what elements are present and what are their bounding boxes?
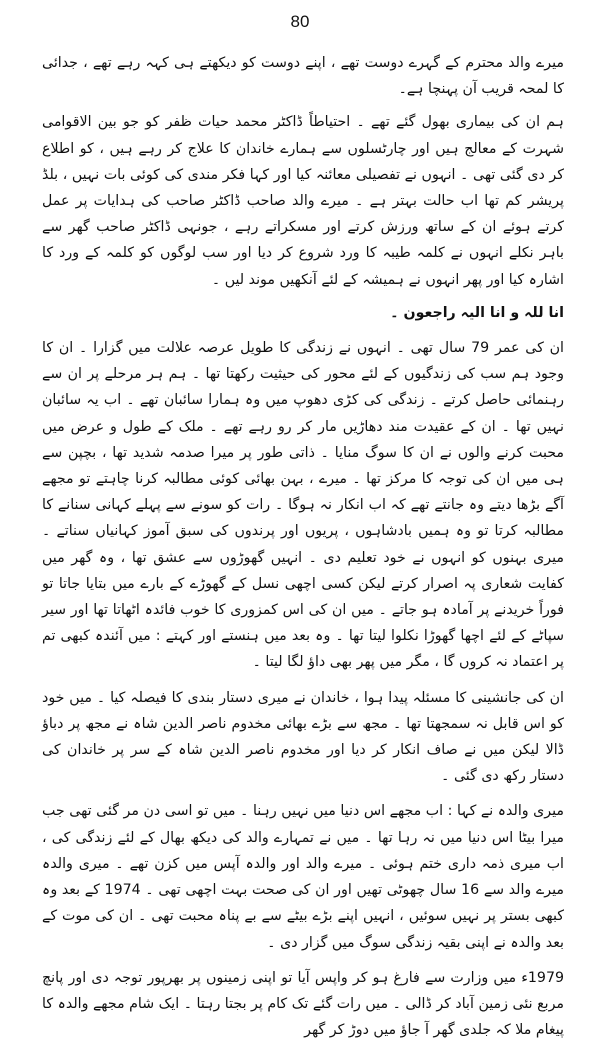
paragraph-1: میرے والد محترم کے گہرے دوست تھے ، اپنے دوست کو دیکھتے ہی کہہ رہے تھے ، جدائی کا لمحہ قریب آن پہنچا ہے۔ bbox=[42, 55, 564, 98]
page-body bbox=[42, 50, 564, 1052]
paragraph-4: ان کی عمر 79 سال تھی ۔ انہوں نے زندگی کا طویل عرصہ علالت میں گزارا ۔ ان کا وجود ہم سب کی زندگیوں کے لئے محور کی حیثیت رکھتا تھا ۔ ہم ہر مرحلے پر ان سے رہنمائی حاصل کرتے ۔ زندگی کی کڑی دھوپ میں وہ ہمارا سائبان تھے ۔ اب یہ سائبان نہیں تھا ۔ ان کے عقیدت مند دھاڑیں مار کر رو رہے تھے ۔ ملک کے طول و عرض میں محبت کرنے والوں نے ان کا سوگ منایا ۔ ذاتی طور پر میرا صدمہ شدید تھا ، بچپن سے ہی میں ان کی توجہ کا مرکز تھا ۔ میرے ، بہن بھائی کوئی مطالبہ کرنا چاہتے تو مجھے آگے بڑھا دیتے وہ جانتے تھے کہ اب انکار نہ ہوگا ۔ رات کو سونے سے پہلے کہانی سنانے کا مطالبہ کرتا تو وہ ہمیں بادشاہوں ، پریوں اور پرندوں کی سبق آموز کہانیاں سناتے ۔ میری بہنوں کو انہوں نے خود تعلیم دی ۔ انہیں گھوڑوں سے عشق تھا ، وہ گھر میں کفایت شعاری پہ اصرار کرتے لیکن کسی اچھی نسل کے گھوڑے کے بارے میں بتایا جاتا تو فوراً خریدنے پر آمادہ ہو جاتے ۔ میں ان کی اس کمزوری کا خوب فائدہ اٹھاتا تھا اور سیر سپاٹے کے لئے اچھا گھوڑا نکلوا لیتا تھا ۔ وہ بعد میں ہنستے اور کہتے : میں آئندہ کبھی تم پر اعتماد نہ کروں گا ، مگر میں پھر بھی داؤ لگا لیتا ۔ bbox=[42, 340, 564, 671]
page-number: 80 bbox=[290, 12, 310, 31]
paragraph-6: میری والدہ نے کہا : اب مجھے اس دنیا میں نہیں رہنا ۔ میں تو اسی دن مر گئی تھی جب میرا بیٹا اس دنیا میں نہ رہا تھا ۔ میں نے تمہارے والد کی دیکھ بھال کے لئے زندگی کی ، اب میری ذمہ داری ختم ہوئی ۔ میرے والد اور والدہ آپس میں کزن تھے ۔ میری والدہ میرے والد سے 16 سال چھوٹی تھیں اور ان کی صحت بہت اچھی تھی ۔ 1974 کے بعد وہ کبھی بستر پر نہیں سوئیں ، انہیں اپنے بڑے بیٹے سے بے پناہ محبت تھی ۔ ان کی موت کے بعد والدہ نے اپنی بقیہ زندگی سوگ میں گزار دی ۔ bbox=[42, 803, 564, 951]
paragraph-5: ان کی جانشینی کا مسئلہ پیدا ہوا ، خاندان نے میری دستار بندی کا فیصلہ کیا ۔ میں خود کو اس قابل نہ سمجھتا تھا ۔ مجھ سے بڑے بھائی مخدوم ناصر الدین شاہ نے مجھ پر دباؤ ڈالا لیکن میں نے صاف انکار کر دیا اور مخدوم ناصر الدین شاہ کے سر پر خاندان کی دستار رکھ دی گئی ۔ bbox=[42, 689, 564, 785]
paragraph-2: ہم ان کی بیماری بھول گئے تھے ۔ احتیاطاً ڈاکٹر محمد حیات ظفر کو جو بین الاقوامی شہرت کے معالج ہیں اور چارٹسلوں سے ہمارے خاندان کا علاج کر رہے ہیں ، کو اطلاع کر دی گئی تھی ۔ انہوں نے تفصیلی معائنہ کیا اور کہا فکر مندی کی کوئی بات نہیں ، بلڈ پریشر کم تھا اب حالت بہتر ہے ۔ میرے والد صاحب ڈاکٹر صاحب کی ہدایات پر عمل کرتے ہوئے ان کے ساتھ ورزش کرتے اور مسکراتے رہے ، جونہی ڈاکٹر صاحب گھر سے باہر نکلے انہوں نے کلمہ طیبہ کا ورد شروع کر دیا اور سب لوگوں کو کلمہ کے ورد کا اشارہ کیا اور پھر انہوں نے ہمیشہ کے لئے آنکھیں موند لیں ۔ bbox=[42, 114, 564, 288]
paragraph-7: 1979ء میں وزارت سے فارغ ہو کر واپس آیا تو اپنی زمینوں پر بھرپور توجہ دی اور پانچ مربع نئی زمین آباد کر ڈالی ۔ میں رات گئے تک کام پر بجتا رہتا ۔ ایک شام مجھے والدہ کا پیغام ملا کہ جلدی گھر آ جاؤ میں دوڑ کر گھر bbox=[42, 969, 564, 1039]
paragraph-3-prayer: انا للہ و انا الیہ راجعون ۔ bbox=[390, 304, 564, 321]
